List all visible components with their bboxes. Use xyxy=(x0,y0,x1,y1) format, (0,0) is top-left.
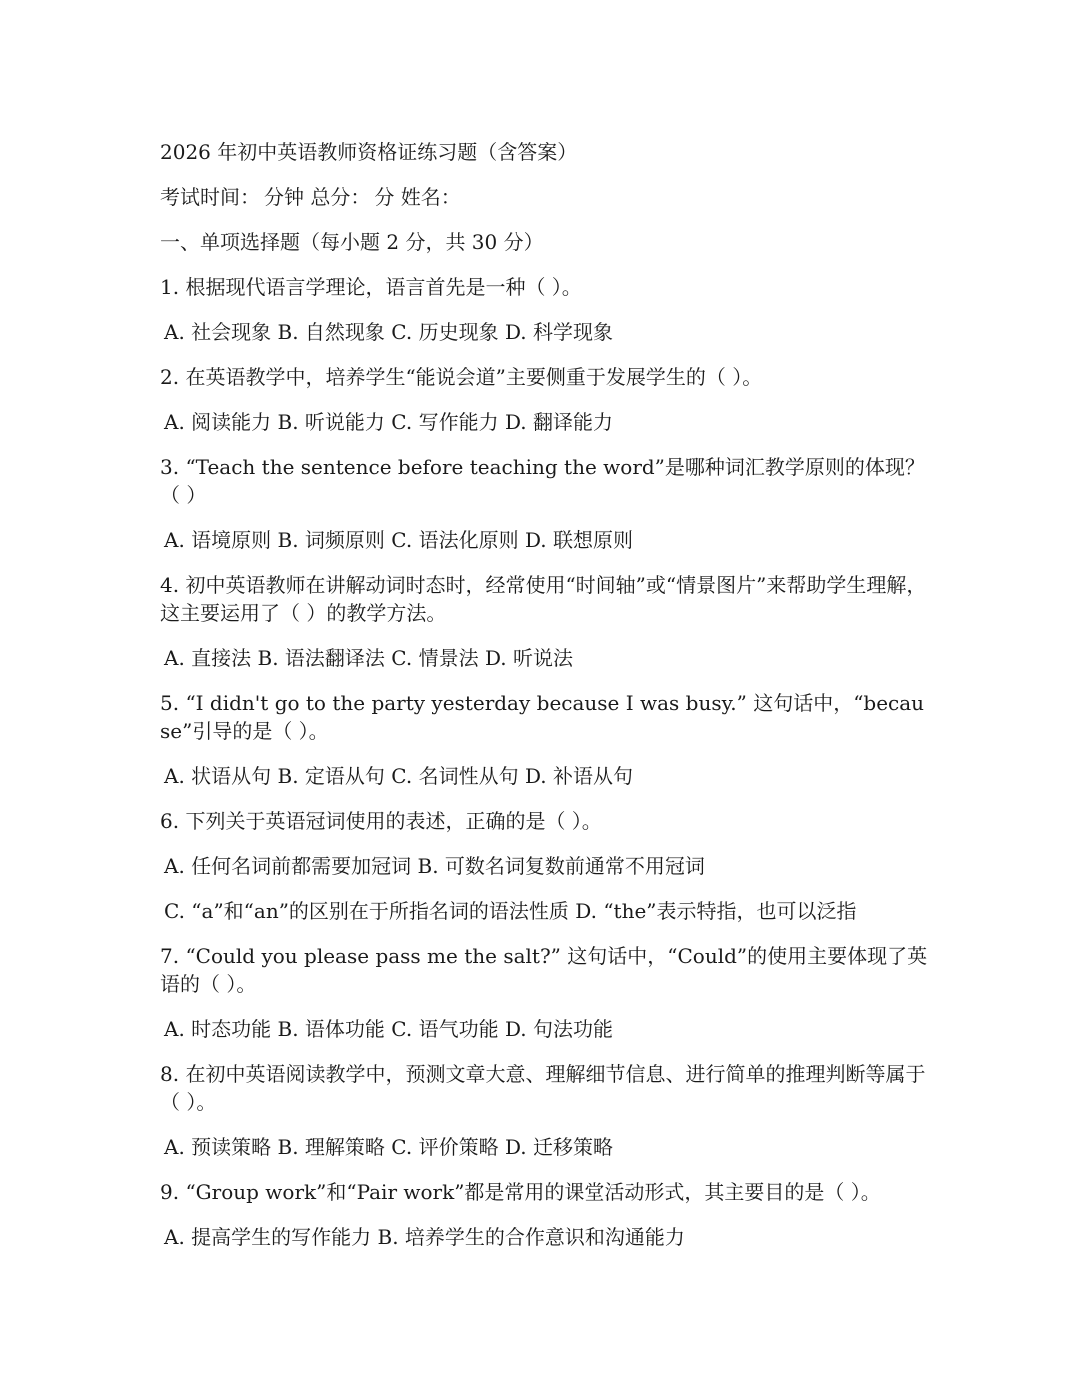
question-stem: 4. 初中英语教师在讲解动词时态时，经常使用“时间轴”或“情景图片”来帮助学生理解，这主要运用了（ ）的教学方法。 xyxy=(160,573,927,625)
time-unit: 分钟 xyxy=(264,185,304,209)
question-options: A. 状语从句 B. 定语从句 C. 名词性从句 D. 补语从句 xyxy=(164,764,633,788)
question-stem: 8. 在初中英语阅读教学中，预测文章大意、理解细节信息、进行简单的推理判断等属于（ ）。 xyxy=(160,1062,926,1114)
question-options: A. 直接法 B. 语法翻译法 C. 情景法 D. 听说法 xyxy=(164,646,573,670)
question-stem: 7. “Could you please pass me the salt?” 这句话中，“Could”的使用主要体现了英语的（ ）。 xyxy=(160,944,928,996)
score-unit: 分 xyxy=(374,185,395,209)
question-options: A. 时态功能 B. 语体功能 C. 语气功能 D. 句法功能 xyxy=(164,1017,613,1041)
question-options: A. 提高学生的写作能力 B. 培养学生的合作意识和沟通能力 xyxy=(164,1225,685,1249)
question-stem: 2. 在英语教学中，培养学生“能说会道”主要侧重于发展学生的（ ）。 xyxy=(160,365,763,389)
question-stem: 3. “Teach the sentence before teaching the word”是哪种词汇教学原则的体现？（ ） xyxy=(160,455,925,507)
question-stem: 1. 根据现代语言学理论，语言首先是一种（ ）。 xyxy=(160,275,582,299)
exam-info-line xyxy=(160,183,930,211)
name-label: 姓名： xyxy=(400,185,461,209)
question-options: A. 阅读能力 B. 听说能力 C. 写作能力 D. 翻译能力 xyxy=(164,410,613,434)
score-label: 总分： xyxy=(310,185,371,209)
question-stem: 5. “I didn't go to the party yesterday because I was busy.” 这句话中，“because”引导的是（ ）。 xyxy=(160,691,925,743)
question-options: A. 任何名词前都需要加冠词 B. 可数名词复数前通常不用冠词 xyxy=(164,854,705,878)
document-title: 2026 年初中英语教师资格证练习题（含答案） xyxy=(160,140,578,164)
section-title: 一、单项选择题（每小题 2 分，共 30 分） xyxy=(160,230,544,254)
exam-page xyxy=(160,138,930,1268)
time-label: 考试时间： xyxy=(160,185,260,209)
question-stem: 6. 下列关于英语冠词使用的表述，正确的是（ ）。 xyxy=(160,809,602,833)
question-options: A. 语境原则 B. 词频原则 C. 语法化原则 D. 联想原则 xyxy=(164,528,633,552)
question-options: A. 社会现象 B. 自然现象 C. 历史现象 D. 科学现象 xyxy=(164,320,613,344)
question-stem: 9. “Group work”和“Pair work”都是常用的课堂活动形式，其主要目的是（ ）。 xyxy=(160,1180,881,1204)
question-options: A. 预读策略 B. 理解策略 C. 评价策略 D. 迁移策略 xyxy=(164,1135,613,1159)
question-options: C. “a”和“an”的区别在于所指名词的语法性质 D. “the”表示特指，也可以泛指 xyxy=(164,899,857,923)
